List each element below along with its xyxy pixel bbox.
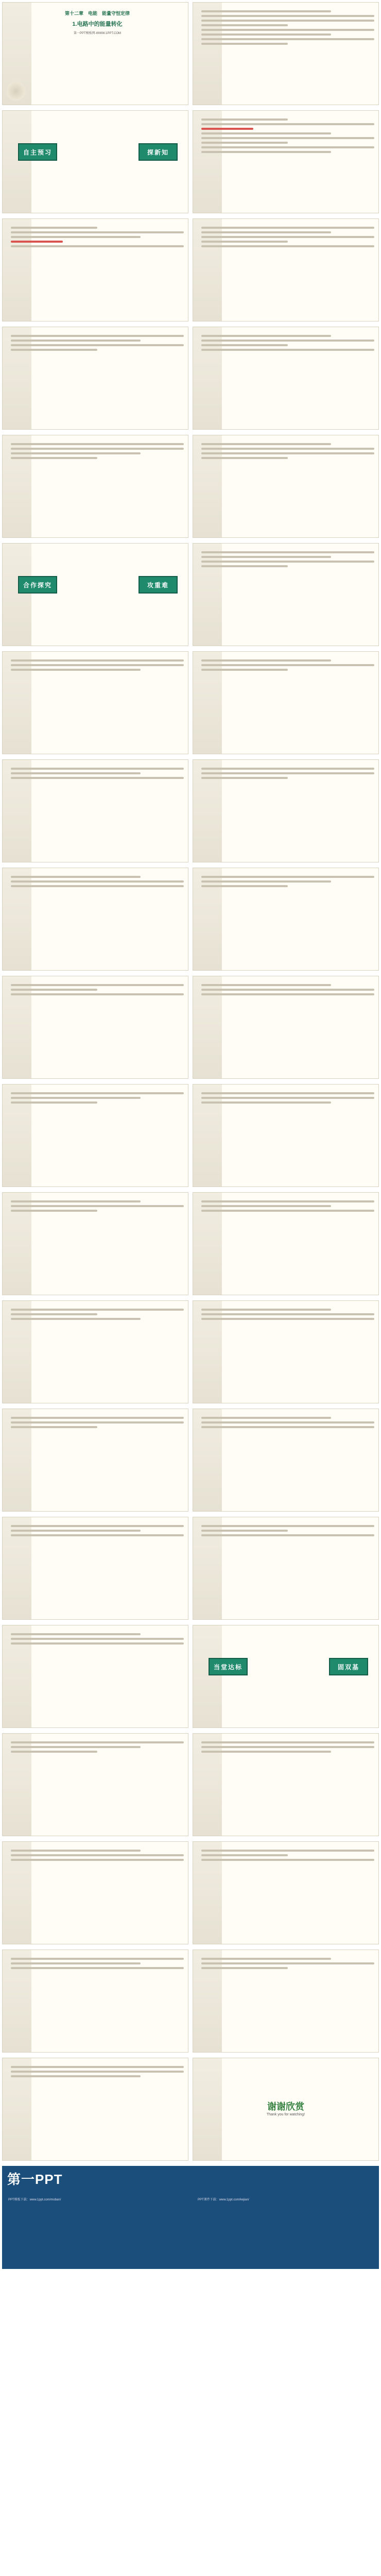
text-line xyxy=(11,1859,184,1861)
slide-40-thanks xyxy=(193,2058,379,2161)
slide-20 xyxy=(193,976,379,1079)
text-line xyxy=(11,993,184,995)
slide-content xyxy=(11,657,184,750)
text-line xyxy=(201,1097,374,1099)
text-line xyxy=(201,1101,331,1104)
slide-content xyxy=(201,981,374,1074)
slide-content xyxy=(11,1090,184,1182)
text-line xyxy=(11,1101,97,1104)
slide-24 xyxy=(193,1192,379,1295)
slide-content xyxy=(201,116,374,209)
slide-content xyxy=(11,873,184,966)
text-line xyxy=(11,1850,141,1852)
slide-31 xyxy=(2,1625,188,1728)
slide-4 xyxy=(193,110,379,213)
slide-13 xyxy=(2,651,188,754)
text-line xyxy=(11,443,184,445)
text-line xyxy=(11,1958,184,1960)
slide-content xyxy=(11,1631,184,1723)
slide-content xyxy=(201,657,374,750)
text-line xyxy=(201,33,331,36)
slide-content xyxy=(11,765,184,858)
slide-content xyxy=(201,224,374,317)
text-line xyxy=(201,335,331,337)
slide-content xyxy=(11,1198,184,1291)
slide-content xyxy=(201,440,374,533)
section-banner xyxy=(18,575,178,594)
text-line xyxy=(11,1741,184,1743)
slide-6 xyxy=(193,218,379,321)
slide-content xyxy=(11,332,184,425)
slide-26 xyxy=(193,1300,379,1403)
slide-9 xyxy=(2,435,188,538)
text-line xyxy=(201,24,288,26)
text-line xyxy=(11,2066,184,2068)
slide-content xyxy=(11,8,184,100)
section-banner xyxy=(18,143,178,161)
text-line xyxy=(201,556,331,558)
text-line xyxy=(201,880,331,883)
slide-content xyxy=(11,1306,184,1399)
text-line xyxy=(11,245,184,247)
text-line xyxy=(11,669,141,671)
text-line xyxy=(201,1967,288,1969)
text-line xyxy=(11,1200,141,1202)
text-line xyxy=(201,1417,331,1419)
slide-title xyxy=(2,2,188,105)
slide-8 xyxy=(193,327,379,430)
text-line xyxy=(201,236,374,238)
chapter-title: 第十二章 电能 能量守恒定律 xyxy=(64,11,130,16)
text-line xyxy=(201,1200,374,1202)
text-line xyxy=(201,551,374,553)
slide-29 xyxy=(2,1517,188,1620)
slide-content xyxy=(201,1306,374,1399)
text-line xyxy=(11,1092,184,1094)
slide-content xyxy=(11,2063,184,2156)
text-line xyxy=(11,1417,184,1419)
text-line xyxy=(201,993,374,995)
text-line xyxy=(11,885,184,887)
slide-15 xyxy=(2,759,188,862)
text-line xyxy=(11,340,141,342)
text-line xyxy=(201,1313,374,1315)
text-line xyxy=(201,669,288,671)
slide-32-banner xyxy=(193,1625,379,1728)
text-line xyxy=(11,1525,184,1527)
text-line xyxy=(11,768,184,770)
text-line xyxy=(11,335,184,337)
text-line xyxy=(201,132,331,134)
thanks-heading: 谢谢欣赏 xyxy=(267,2102,304,2112)
slide-14 xyxy=(193,651,379,754)
text-line xyxy=(11,1638,184,1640)
slide-5 xyxy=(2,218,188,321)
slide-content xyxy=(11,440,184,533)
text-line xyxy=(201,1958,331,1960)
text-line xyxy=(11,448,184,450)
text-line xyxy=(201,1751,331,1753)
text-line xyxy=(201,1850,374,1852)
text-line xyxy=(201,565,288,567)
text-line xyxy=(201,43,288,45)
text-line xyxy=(11,2071,184,2073)
text-line xyxy=(201,123,374,125)
text-line xyxy=(11,231,184,233)
slide-2 xyxy=(193,2,379,105)
text-line xyxy=(11,2075,141,2077)
text-line xyxy=(201,118,288,121)
slide-23 xyxy=(2,1192,188,1295)
text-line xyxy=(201,245,374,247)
slide-content xyxy=(201,8,374,100)
slide-content xyxy=(201,1847,374,1940)
site-credit: 第一PPT模板网-WWW.1PPT.COM xyxy=(74,31,121,35)
slide-25 xyxy=(2,1300,188,1403)
text-line xyxy=(11,989,97,991)
section-tag-left: 当堂达标 xyxy=(209,1658,248,1675)
text-line xyxy=(11,236,141,238)
slide-30 xyxy=(193,1517,379,1620)
slide-content xyxy=(201,1522,374,1615)
text-line xyxy=(201,142,288,144)
slide-12 xyxy=(193,543,379,646)
text-line xyxy=(201,20,374,22)
text-line xyxy=(11,1210,97,1212)
text-line xyxy=(11,876,141,878)
text-line xyxy=(201,1525,374,1527)
text-line xyxy=(11,772,141,774)
text-line xyxy=(201,1854,288,1856)
text-line xyxy=(201,340,374,342)
text-line xyxy=(201,443,331,445)
slide-27 xyxy=(2,1409,188,1512)
text-line xyxy=(201,146,374,148)
text-line xyxy=(11,1967,184,1969)
slide-decoration xyxy=(193,2058,222,2160)
slide-content xyxy=(11,1955,184,2048)
text-line xyxy=(11,1962,141,1964)
text-line xyxy=(11,1097,141,1099)
text-line xyxy=(201,1534,374,1536)
text-line xyxy=(201,664,374,666)
text-line xyxy=(201,227,374,229)
slide-39 xyxy=(2,2058,188,2161)
text-line xyxy=(201,452,374,454)
slide-37 xyxy=(2,1950,188,2053)
text-line xyxy=(11,659,184,662)
highlight-line xyxy=(201,128,253,130)
highlight-line xyxy=(11,241,63,243)
text-line xyxy=(201,1962,374,1964)
lesson-title: 1.电路中的能量转化 xyxy=(72,21,123,28)
section-tag-right: 攻重难 xyxy=(138,576,178,594)
text-line xyxy=(201,1210,374,1212)
slide-22 xyxy=(193,1084,379,1187)
text-line xyxy=(11,1633,141,1635)
text-line xyxy=(201,876,374,878)
footer-link-2[interactable]: PPT课件下载：www.1ppt.com/kejian/ xyxy=(198,2198,249,2201)
text-line xyxy=(201,989,374,991)
text-line xyxy=(201,1205,331,1207)
text-line xyxy=(201,1426,374,1428)
text-line xyxy=(11,1313,97,1315)
slide-content xyxy=(11,1522,184,1615)
slide-content xyxy=(11,1739,184,1832)
slide-17 xyxy=(2,868,188,971)
text-line xyxy=(201,772,374,774)
slide-content xyxy=(201,1090,374,1182)
slide-decoration xyxy=(3,111,31,213)
slide-36 xyxy=(193,1841,379,1944)
slide-7 xyxy=(2,327,188,430)
slide-content xyxy=(201,765,374,858)
text-line xyxy=(201,38,374,40)
text-line xyxy=(11,1642,184,1645)
text-line xyxy=(11,1530,141,1532)
text-line xyxy=(201,984,331,986)
text-line xyxy=(11,1746,141,1748)
text-line xyxy=(201,448,374,450)
text-line xyxy=(201,561,374,563)
text-line xyxy=(201,1318,374,1320)
slide-content xyxy=(201,1955,374,2048)
slide-28 xyxy=(193,1409,379,1512)
slide-38 xyxy=(193,1950,379,2053)
text-line xyxy=(11,1854,184,1856)
slide-19 xyxy=(2,976,188,1079)
text-line xyxy=(11,344,184,346)
slide-content xyxy=(201,1414,374,1507)
slide-content xyxy=(11,981,184,1074)
ppt-logo: 第一PPT xyxy=(7,2172,63,2187)
slide-34 xyxy=(193,1733,379,1836)
text-line xyxy=(11,664,184,666)
section-tag-left: 自主预习 xyxy=(18,143,57,161)
text-line xyxy=(201,1421,374,1423)
slide-content xyxy=(11,224,184,317)
slide-content xyxy=(201,1198,374,1291)
text-line xyxy=(11,777,184,779)
text-line xyxy=(201,1859,374,1861)
slide-content xyxy=(201,549,374,641)
text-line xyxy=(11,452,141,454)
section-tag-left: 合作探究 xyxy=(18,576,57,594)
text-line xyxy=(11,1751,97,1753)
slide-content xyxy=(201,873,374,966)
text-line xyxy=(201,1741,374,1743)
text-line xyxy=(11,1205,184,1207)
text-line xyxy=(201,457,288,459)
text-line xyxy=(201,29,374,31)
text-line xyxy=(201,10,331,12)
text-line xyxy=(201,768,374,770)
text-line xyxy=(201,1092,374,1094)
slide-10 xyxy=(193,435,379,538)
text-line xyxy=(201,1746,374,1748)
text-line xyxy=(201,344,288,346)
slide-content xyxy=(11,1847,184,1940)
slide-decoration xyxy=(193,1625,222,1727)
text-line xyxy=(11,227,97,229)
text-line xyxy=(11,1318,141,1320)
text-line xyxy=(201,241,288,243)
text-line xyxy=(11,1426,97,1428)
slide-21 xyxy=(2,1084,188,1187)
text-line xyxy=(11,457,97,459)
slide-18 xyxy=(193,868,379,971)
text-line xyxy=(11,349,97,351)
text-line xyxy=(201,1309,331,1311)
text-line xyxy=(201,1530,288,1532)
slide-content xyxy=(201,1739,374,1832)
text-line xyxy=(201,777,288,779)
slide-content xyxy=(11,1414,184,1507)
text-line xyxy=(201,151,331,153)
slide-11-banner xyxy=(2,543,188,646)
slide-16 xyxy=(193,759,379,862)
text-line xyxy=(201,231,331,233)
text-line xyxy=(201,349,374,351)
slide-35 xyxy=(2,1841,188,1944)
text-line xyxy=(11,1421,184,1423)
thanks-subtitle: Thank you for watching! xyxy=(266,2113,305,2116)
section-banner xyxy=(209,1657,368,1676)
section-tag-right: 固双基 xyxy=(329,1658,368,1675)
slide-decoration xyxy=(3,544,31,646)
slide-content xyxy=(201,332,374,425)
footer-ad-slide xyxy=(2,2166,379,2269)
footer-link-1[interactable]: PPT模板下载：www.1ppt.com/moban/ xyxy=(8,2198,61,2201)
slide-3-banner xyxy=(2,110,188,213)
slide-33 xyxy=(2,1733,188,1836)
text-line xyxy=(11,880,184,883)
text-line xyxy=(11,1534,184,1536)
text-line xyxy=(201,15,374,17)
text-line xyxy=(201,659,331,662)
section-tag-right: 探新知 xyxy=(138,143,178,161)
text-line xyxy=(11,984,184,986)
text-line xyxy=(201,885,288,887)
text-line xyxy=(201,137,374,139)
text-line xyxy=(11,1309,184,1311)
